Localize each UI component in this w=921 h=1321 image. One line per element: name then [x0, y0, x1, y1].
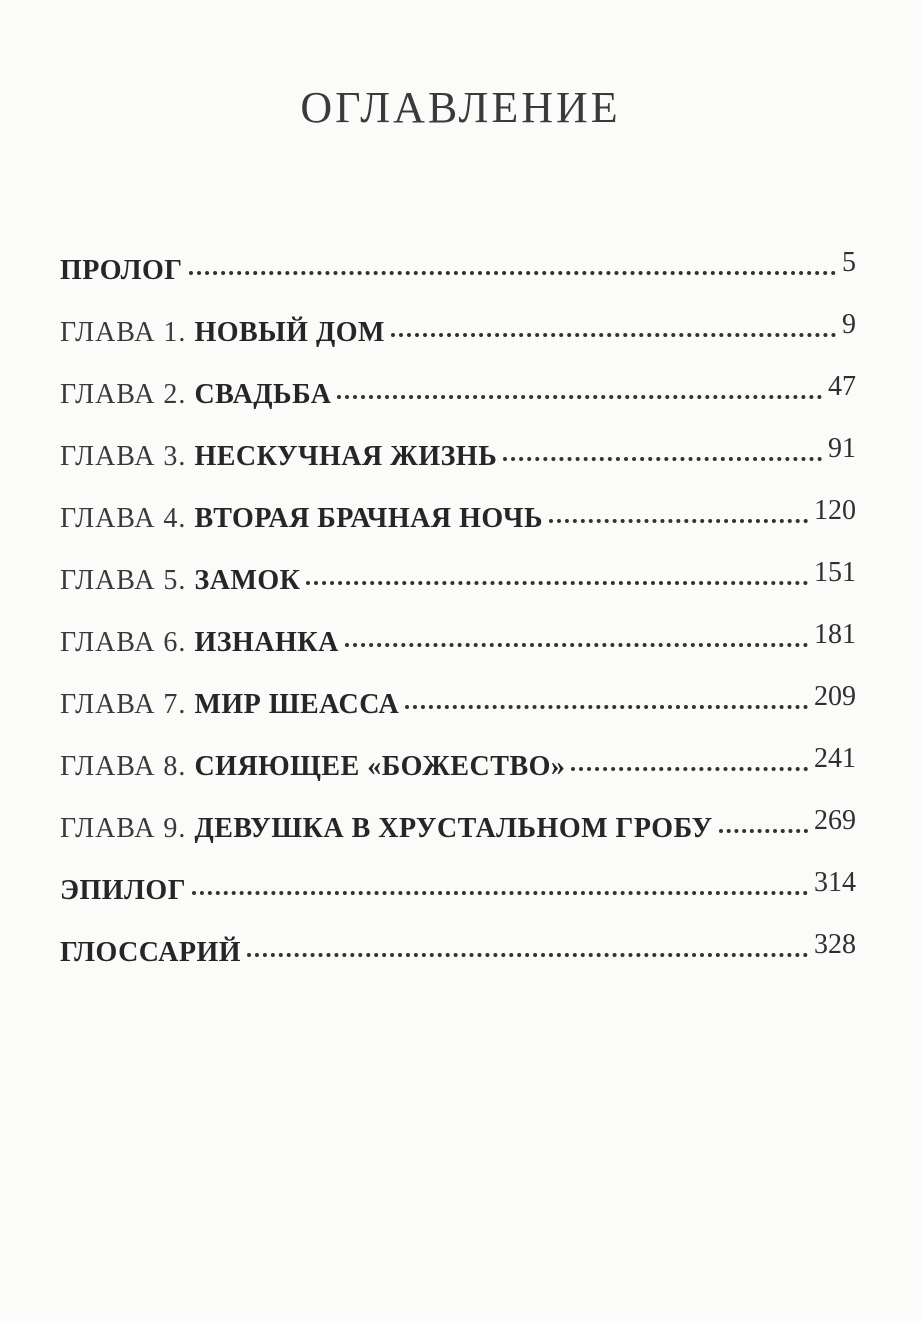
toc-entry-prefix: ГЛАВА 8. — [60, 751, 195, 782]
toc-entry-title: СИЯЮЩЕЕ «БОЖЕСТВО» — [194, 751, 566, 782]
toc-entry-title: ДЕВУШКА В ХРУСТАЛЬНОМ ГРОБУ — [194, 813, 713, 844]
dot-leader — [189, 271, 836, 275]
toc-entry-chapter-9[interactable] — [60, 798, 856, 860]
toc-entry-page: 181 — [814, 619, 856, 650]
toc-entry-page: 328 — [814, 929, 856, 960]
dot-leader — [405, 705, 808, 709]
dot-leader — [503, 457, 822, 461]
toc-entry-page: 47 — [828, 371, 856, 402]
toc-entry-chapter-4[interactable] — [60, 488, 856, 550]
toc-entry-title: ЭПИЛОГ — [60, 875, 187, 906]
toc-entry-title: ПРОЛОГ — [60, 255, 183, 286]
dot-leader — [192, 891, 808, 895]
toc-entry-glossary[interactable] — [60, 922, 856, 984]
toc-entry-title: ЗАМОК — [194, 565, 301, 596]
dot-leader — [247, 953, 808, 957]
toc-entry-page: 209 — [814, 681, 856, 712]
toc-entry-page: 314 — [814, 867, 856, 898]
toc-entry-chapter-8[interactable] — [60, 736, 856, 798]
toc-entry-page: 91 — [828, 433, 856, 464]
dot-leader — [549, 519, 808, 523]
toc-entry-chapter-6[interactable] — [60, 612, 856, 674]
toc-entry-title: СВАДЬБА — [194, 379, 332, 410]
page-title: ОГЛАВЛЕНИЕ — [300, 83, 621, 132]
toc-entry-title: НЕСКУЧНАЯ ЖИЗНЬ — [194, 441, 498, 472]
toc-entry-prefix: ГЛАВА 3. — [60, 441, 195, 472]
toc-entry-chapter-3[interactable] — [60, 426, 856, 488]
toc-entry-epilogue[interactable] — [60, 860, 856, 922]
toc-entry-chapter-7[interactable] — [60, 674, 856, 736]
dot-leader — [345, 643, 808, 647]
toc-entry-prefix: ГЛАВА 9. — [60, 813, 195, 844]
toc-entry-page: 269 — [814, 805, 856, 836]
toc-entry-chapter-1[interactable] — [60, 302, 856, 364]
toc-entry-chapter-2[interactable] — [60, 364, 856, 426]
dot-leader — [337, 395, 822, 399]
table-of-contents — [60, 240, 856, 984]
toc-entry-prefix: ГЛАВА 6. — [60, 627, 195, 658]
toc-entry-title: ГЛОССАРИЙ — [60, 937, 242, 968]
dot-leader — [391, 333, 836, 337]
toc-entry-title: ИЗНАНКА — [194, 627, 339, 658]
toc-entry-page: 241 — [814, 743, 856, 774]
dot-leader — [571, 767, 808, 771]
dot-leader — [719, 829, 808, 833]
toc-entry-page: 9 — [842, 309, 856, 340]
toc-entry-prefix: ГЛАВА 5. — [60, 565, 195, 596]
dot-leader — [306, 581, 808, 585]
toc-entry-prologue[interactable] — [60, 240, 856, 302]
toc-entry-chapter-5[interactable] — [60, 550, 856, 612]
toc-entry-title: МИР ШЕАССА — [194, 689, 400, 720]
toc-entry-title: НОВЫЙ ДОМ — [194, 317, 385, 348]
toc-entry-page: 5 — [842, 247, 856, 278]
toc-entry-title: ВТОРАЯ БРАЧНАЯ НОЧЬ — [194, 503, 543, 534]
toc-entry-prefix: ГЛАВА 4. — [60, 503, 195, 534]
toc-entry-prefix: ГЛАВА 2. — [60, 379, 195, 410]
toc-entry-page: 151 — [814, 557, 856, 588]
toc-entry-prefix: ГЛАВА 1. — [60, 317, 195, 348]
toc-entry-page: 120 — [814, 495, 856, 526]
toc-entry-prefix: ГЛАВА 7. — [60, 689, 195, 720]
